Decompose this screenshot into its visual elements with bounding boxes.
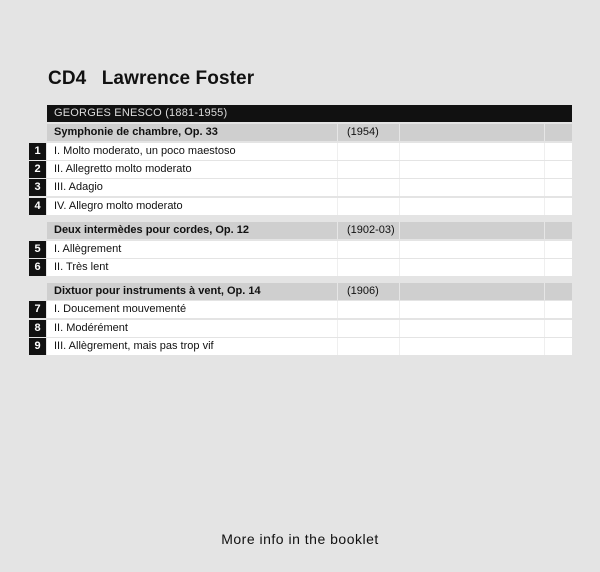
track-row [47,161,572,178]
track-number: 8 [29,320,46,337]
work-title: Deux intermèdes pour cordes, Op. 12 [54,224,250,236]
work-year: (1954) [347,126,379,138]
page-title [48,68,254,90]
track-number: 3 [29,179,46,196]
track-title: II. Très lent [54,261,109,273]
track-title: IV. Allegro molto moderato [54,200,183,212]
booklet-note: More info in the booklet [221,531,379,547]
track-row [47,143,572,160]
work-row [47,222,572,239]
work-row [47,124,572,141]
track-number: 2 [29,161,46,178]
cd-number: CD4 [48,68,87,89]
track-title: II. Allegretto molto moderato [54,163,192,175]
track-number: 7 [29,301,46,318]
track-row [47,259,572,276]
track-number: 6 [29,259,46,276]
performer-name: Lawrence Foster [101,68,255,89]
composer-header: GEORGES ENESCO (1881-1955) [47,105,572,122]
track-title: II. Modérément [54,322,128,334]
track-title: III. Adagio [54,181,103,193]
work-title: Dixtuor pour instruments à vent, Op. 14 [54,285,261,297]
work-title: Symphonie de chambre, Op. 33 [54,126,218,138]
track-title: I. Allègrement [54,243,122,255]
track-number: 5 [29,241,46,258]
track-number: 1 [29,143,46,160]
track-row [47,320,572,337]
track-row [47,338,572,355]
work-row [47,283,572,300]
track-number: 4 [29,198,46,215]
work-year: (1906) [347,285,379,297]
track-row [47,301,572,318]
track-row [47,241,572,258]
track-title: I. Molto moderato, un poco maestoso [54,145,236,157]
track-title: III. Allègrement, mais pas trop vif [54,340,214,352]
track-title: I. Doucement mouvementé [54,303,187,315]
track-row [47,198,572,215]
track-row [47,179,572,196]
work-year: (1902-03) [347,224,395,236]
track-number: 9 [29,338,46,355]
